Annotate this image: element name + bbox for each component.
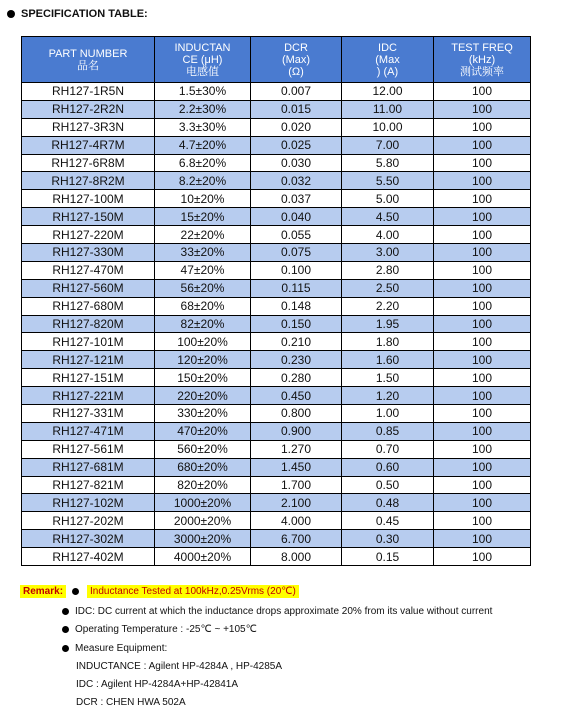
cell-dcr: 0.040 bbox=[251, 208, 342, 226]
cell-test-freq: 100 bbox=[434, 333, 531, 351]
cell-idc: 0.70 bbox=[342, 440, 434, 458]
cell-inductance: 15±20% bbox=[155, 208, 251, 226]
table-row bbox=[22, 351, 531, 369]
spec-title-text: SPECIFICATION TABLE: bbox=[21, 8, 148, 20]
cell-inductance: 2.2±30% bbox=[155, 100, 251, 118]
cell-idc: 1.95 bbox=[342, 315, 434, 333]
cell-test-freq: 100 bbox=[434, 387, 531, 405]
cell-idc: 5.80 bbox=[342, 154, 434, 172]
table-row bbox=[22, 422, 531, 440]
header-line: DCR bbox=[284, 41, 308, 54]
cell-idc: 0.45 bbox=[342, 512, 434, 530]
header-line: IDC bbox=[378, 41, 397, 54]
cell-dcr: 1.700 bbox=[251, 476, 342, 494]
cell-dcr: 0.032 bbox=[251, 172, 342, 190]
table-header-row bbox=[22, 37, 531, 83]
cell-test-freq: 100 bbox=[434, 172, 531, 190]
cell-dcr: 1.270 bbox=[251, 440, 342, 458]
cell-inductance: 560±20% bbox=[155, 440, 251, 458]
cell-part-number: RH127-102M bbox=[22, 494, 155, 512]
cell-inductance: 150±20% bbox=[155, 369, 251, 387]
cell-part-number: RH127-561M bbox=[22, 440, 155, 458]
cell-inductance: 220±20% bbox=[155, 387, 251, 405]
cell-part-number: RH127-8R2M bbox=[22, 172, 155, 190]
cell-inductance: 820±20% bbox=[155, 476, 251, 494]
cell-part-number: RH127-681M bbox=[22, 458, 155, 476]
cell-test-freq: 100 bbox=[434, 297, 531, 315]
idc-note bbox=[62, 606, 492, 617]
cell-inductance: 1.5±30% bbox=[155, 83, 251, 101]
cell-part-number: RH127-820M bbox=[22, 315, 155, 333]
cell-dcr: 0.055 bbox=[251, 226, 342, 244]
cell-idc: 1.50 bbox=[342, 369, 434, 387]
cell-dcr: 0.900 bbox=[251, 422, 342, 440]
header-line: INDUCTAN bbox=[174, 41, 231, 54]
cell-part-number: RH127-1R5N bbox=[22, 83, 155, 101]
header-line: (Max) bbox=[281, 53, 311, 66]
cell-test-freq: 100 bbox=[434, 279, 531, 297]
cell-dcr: 0.230 bbox=[251, 351, 342, 369]
cell-part-number: RH127-471M bbox=[22, 422, 155, 440]
table-body bbox=[22, 83, 531, 566]
cell-inductance: 100±20% bbox=[155, 333, 251, 351]
cell-idc: 0.30 bbox=[342, 530, 434, 548]
cell-inductance: 47±20% bbox=[155, 261, 251, 279]
cell-part-number: RH127-150M bbox=[22, 208, 155, 226]
cell-dcr: 0.015 bbox=[251, 100, 342, 118]
table-row bbox=[22, 208, 531, 226]
cell-part-number: RH127-302M bbox=[22, 530, 155, 548]
cell-inductance: 330±20% bbox=[155, 405, 251, 423]
header-line: ) (A) bbox=[376, 65, 399, 78]
cell-idc: 2.50 bbox=[342, 279, 434, 297]
table-row bbox=[22, 548, 531, 566]
cell-part-number: RH127-6R8M bbox=[22, 154, 155, 172]
cell-idc: 4.50 bbox=[342, 208, 434, 226]
cell-idc: 2.20 bbox=[342, 297, 434, 315]
table-row bbox=[22, 405, 531, 423]
cell-idc: 0.15 bbox=[342, 548, 434, 566]
header-line: (kHz) bbox=[468, 53, 496, 66]
equipment-title-text: Measure Equipment: bbox=[75, 643, 168, 654]
table-row bbox=[22, 476, 531, 494]
header-line: CE (μH) bbox=[182, 53, 223, 66]
cell-inductance: 22±20% bbox=[155, 226, 251, 244]
header-idc bbox=[342, 37, 434, 83]
table-row bbox=[22, 100, 531, 118]
cell-idc: 12.00 bbox=[342, 83, 434, 101]
cell-test-freq: 100 bbox=[434, 315, 531, 333]
header-line: 品名 bbox=[77, 59, 99, 72]
cell-idc: 0.48 bbox=[342, 494, 434, 512]
cell-idc: 11.00 bbox=[342, 100, 434, 118]
cell-part-number: RH127-221M bbox=[22, 387, 155, 405]
cell-test-freq: 100 bbox=[434, 548, 531, 566]
cell-idc: 2.80 bbox=[342, 261, 434, 279]
table-row bbox=[22, 136, 531, 154]
cell-dcr: 0.150 bbox=[251, 315, 342, 333]
cell-dcr: 0.025 bbox=[251, 136, 342, 154]
table-row bbox=[22, 333, 531, 351]
table-row bbox=[22, 530, 531, 548]
cell-part-number: RH127-560M bbox=[22, 279, 155, 297]
cell-test-freq: 100 bbox=[434, 226, 531, 244]
cell-part-number: RH127-3R3N bbox=[22, 118, 155, 136]
cell-idc: 5.50 bbox=[342, 172, 434, 190]
table-row bbox=[22, 154, 531, 172]
cell-part-number: RH127-202M bbox=[22, 512, 155, 530]
equipment-idc: IDC : Agilent HP-4284A+HP-42841A bbox=[76, 679, 239, 690]
cell-idc: 0.85 bbox=[342, 422, 434, 440]
cell-test-freq: 100 bbox=[434, 476, 531, 494]
table-row bbox=[22, 226, 531, 244]
cell-test-freq: 100 bbox=[434, 369, 531, 387]
header-dcr bbox=[251, 37, 342, 83]
cell-idc: 4.00 bbox=[342, 226, 434, 244]
header-line: 电感值 bbox=[186, 65, 219, 78]
idc-note-text: IDC: DC current at which the inductance drops approximate 20% from its value without current bbox=[75, 606, 493, 617]
cell-idc: 10.00 bbox=[342, 118, 434, 136]
cell-dcr: 0.450 bbox=[251, 387, 342, 405]
cell-inductance: 10±20% bbox=[155, 190, 251, 208]
table-row bbox=[22, 494, 531, 512]
header-line: TEST FREQ bbox=[451, 41, 513, 54]
cell-dcr: 0.037 bbox=[251, 190, 342, 208]
equipment-title bbox=[62, 643, 167, 654]
cell-part-number: RH127-4R7M bbox=[22, 136, 155, 154]
cell-dcr: 0.100 bbox=[251, 261, 342, 279]
cell-dcr: 0.800 bbox=[251, 405, 342, 423]
cell-inductance: 120±20% bbox=[155, 351, 251, 369]
cell-inductance: 680±20% bbox=[155, 458, 251, 476]
cell-dcr: 0.075 bbox=[251, 244, 342, 262]
cell-idc: 0.60 bbox=[342, 458, 434, 476]
cell-test-freq: 100 bbox=[434, 494, 531, 512]
cell-dcr: 1.450 bbox=[251, 458, 342, 476]
cell-part-number: RH127-100M bbox=[22, 190, 155, 208]
cell-inductance: 1000±20% bbox=[155, 494, 251, 512]
cell-idc: 3.00 bbox=[342, 244, 434, 262]
table-row bbox=[22, 387, 531, 405]
cell-test-freq: 100 bbox=[434, 440, 531, 458]
equipment-inductance: INDUCTANCE : Agilent HP-4284A , HP-4285A bbox=[76, 661, 283, 672]
cell-dcr: 0.115 bbox=[251, 279, 342, 297]
table-row bbox=[22, 279, 531, 297]
bullet-icon bbox=[62, 626, 69, 633]
cell-dcr: 8.000 bbox=[251, 548, 342, 566]
cell-dcr: 0.020 bbox=[251, 118, 342, 136]
cell-inductance: 4.7±20% bbox=[155, 136, 251, 154]
cell-test-freq: 100 bbox=[434, 100, 531, 118]
table-row bbox=[22, 118, 531, 136]
bullet-icon bbox=[62, 645, 69, 652]
equipment-dcr: DCR : CHEN HWA 502A bbox=[76, 697, 186, 708]
cell-part-number: RH127-470M bbox=[22, 261, 155, 279]
table-row bbox=[22, 440, 531, 458]
cell-test-freq: 100 bbox=[434, 261, 531, 279]
cell-dcr: 0.148 bbox=[251, 297, 342, 315]
cell-dcr: 4.000 bbox=[251, 512, 342, 530]
cell-test-freq: 100 bbox=[434, 208, 531, 226]
bullet-icon bbox=[72, 588, 79, 595]
table-row bbox=[22, 83, 531, 101]
remark-label: Remark: bbox=[20, 585, 66, 598]
header-line: 测试频率 bbox=[460, 65, 504, 78]
cell-part-number: RH127-402M bbox=[22, 548, 155, 566]
cell-idc: 1.60 bbox=[342, 351, 434, 369]
table-row bbox=[22, 315, 531, 333]
cell-part-number: RH127-101M bbox=[22, 333, 155, 351]
table-row bbox=[22, 512, 531, 530]
cell-part-number: RH127-330M bbox=[22, 244, 155, 262]
cell-test-freq: 100 bbox=[434, 351, 531, 369]
cell-idc: 7.00 bbox=[342, 136, 434, 154]
cell-dcr: 6.700 bbox=[251, 530, 342, 548]
cell-test-freq: 100 bbox=[434, 190, 531, 208]
header-inductance bbox=[155, 37, 251, 83]
header-line: (Max bbox=[375, 53, 400, 66]
cell-test-freq: 100 bbox=[434, 530, 531, 548]
cell-inductance: 56±20% bbox=[155, 279, 251, 297]
cell-dcr: 0.210 bbox=[251, 333, 342, 351]
header-test-freq bbox=[434, 37, 531, 83]
cell-dcr: 0.007 bbox=[251, 83, 342, 101]
cell-inductance: 3000±20% bbox=[155, 530, 251, 548]
cell-test-freq: 100 bbox=[434, 512, 531, 530]
temperature-note-text: Operating Temperature : -25℃ ~ +105℃ bbox=[75, 624, 257, 635]
cell-test-freq: 100 bbox=[434, 422, 531, 440]
cell-inductance: 6.8±20% bbox=[155, 154, 251, 172]
specification-table bbox=[21, 36, 531, 566]
remark-text: Inductance Tested at 100kHz,0.25Vrms (20℃) bbox=[87, 585, 299, 598]
cell-part-number: RH127-220M bbox=[22, 226, 155, 244]
cell-part-number: RH127-121M bbox=[22, 351, 155, 369]
table-row bbox=[22, 261, 531, 279]
table-row bbox=[22, 297, 531, 315]
cell-inductance: 8.2±20% bbox=[155, 172, 251, 190]
cell-test-freq: 100 bbox=[434, 154, 531, 172]
table-row bbox=[22, 244, 531, 262]
cell-idc: 0.50 bbox=[342, 476, 434, 494]
cell-part-number: RH127-821M bbox=[22, 476, 155, 494]
table-row bbox=[22, 369, 531, 387]
cell-idc: 5.00 bbox=[342, 190, 434, 208]
spec-title bbox=[7, 8, 148, 20]
cell-inductance: 4000±20% bbox=[155, 548, 251, 566]
temperature-note bbox=[62, 624, 257, 635]
cell-part-number: RH127-680M bbox=[22, 297, 155, 315]
cell-dcr: 2.100 bbox=[251, 494, 342, 512]
cell-part-number: RH127-2R2N bbox=[22, 100, 155, 118]
table-row bbox=[22, 190, 531, 208]
bullet-icon bbox=[7, 10, 15, 18]
cell-inductance: 68±20% bbox=[155, 297, 251, 315]
bullet-icon bbox=[62, 608, 69, 615]
header-line: PART NUMBER bbox=[48, 47, 128, 60]
cell-test-freq: 100 bbox=[434, 405, 531, 423]
remark-line bbox=[20, 585, 299, 598]
cell-part-number: RH127-331M bbox=[22, 405, 155, 423]
table-row bbox=[22, 458, 531, 476]
cell-test-freq: 100 bbox=[434, 244, 531, 262]
table-row bbox=[22, 172, 531, 190]
cell-inductance: 33±20% bbox=[155, 244, 251, 262]
cell-test-freq: 100 bbox=[434, 83, 531, 101]
cell-test-freq: 100 bbox=[434, 458, 531, 476]
cell-test-freq: 100 bbox=[434, 136, 531, 154]
cell-idc: 1.20 bbox=[342, 387, 434, 405]
cell-idc: 1.80 bbox=[342, 333, 434, 351]
header-line: (Ω) bbox=[288, 65, 304, 78]
cell-inductance: 3.3±30% bbox=[155, 118, 251, 136]
cell-test-freq: 100 bbox=[434, 118, 531, 136]
cell-inductance: 2000±20% bbox=[155, 512, 251, 530]
cell-dcr: 0.030 bbox=[251, 154, 342, 172]
cell-inductance: 470±20% bbox=[155, 422, 251, 440]
header-part-number bbox=[22, 37, 155, 83]
cell-dcr: 0.280 bbox=[251, 369, 342, 387]
cell-inductance: 82±20% bbox=[155, 315, 251, 333]
cell-idc: 1.00 bbox=[342, 405, 434, 423]
cell-part-number: RH127-151M bbox=[22, 369, 155, 387]
